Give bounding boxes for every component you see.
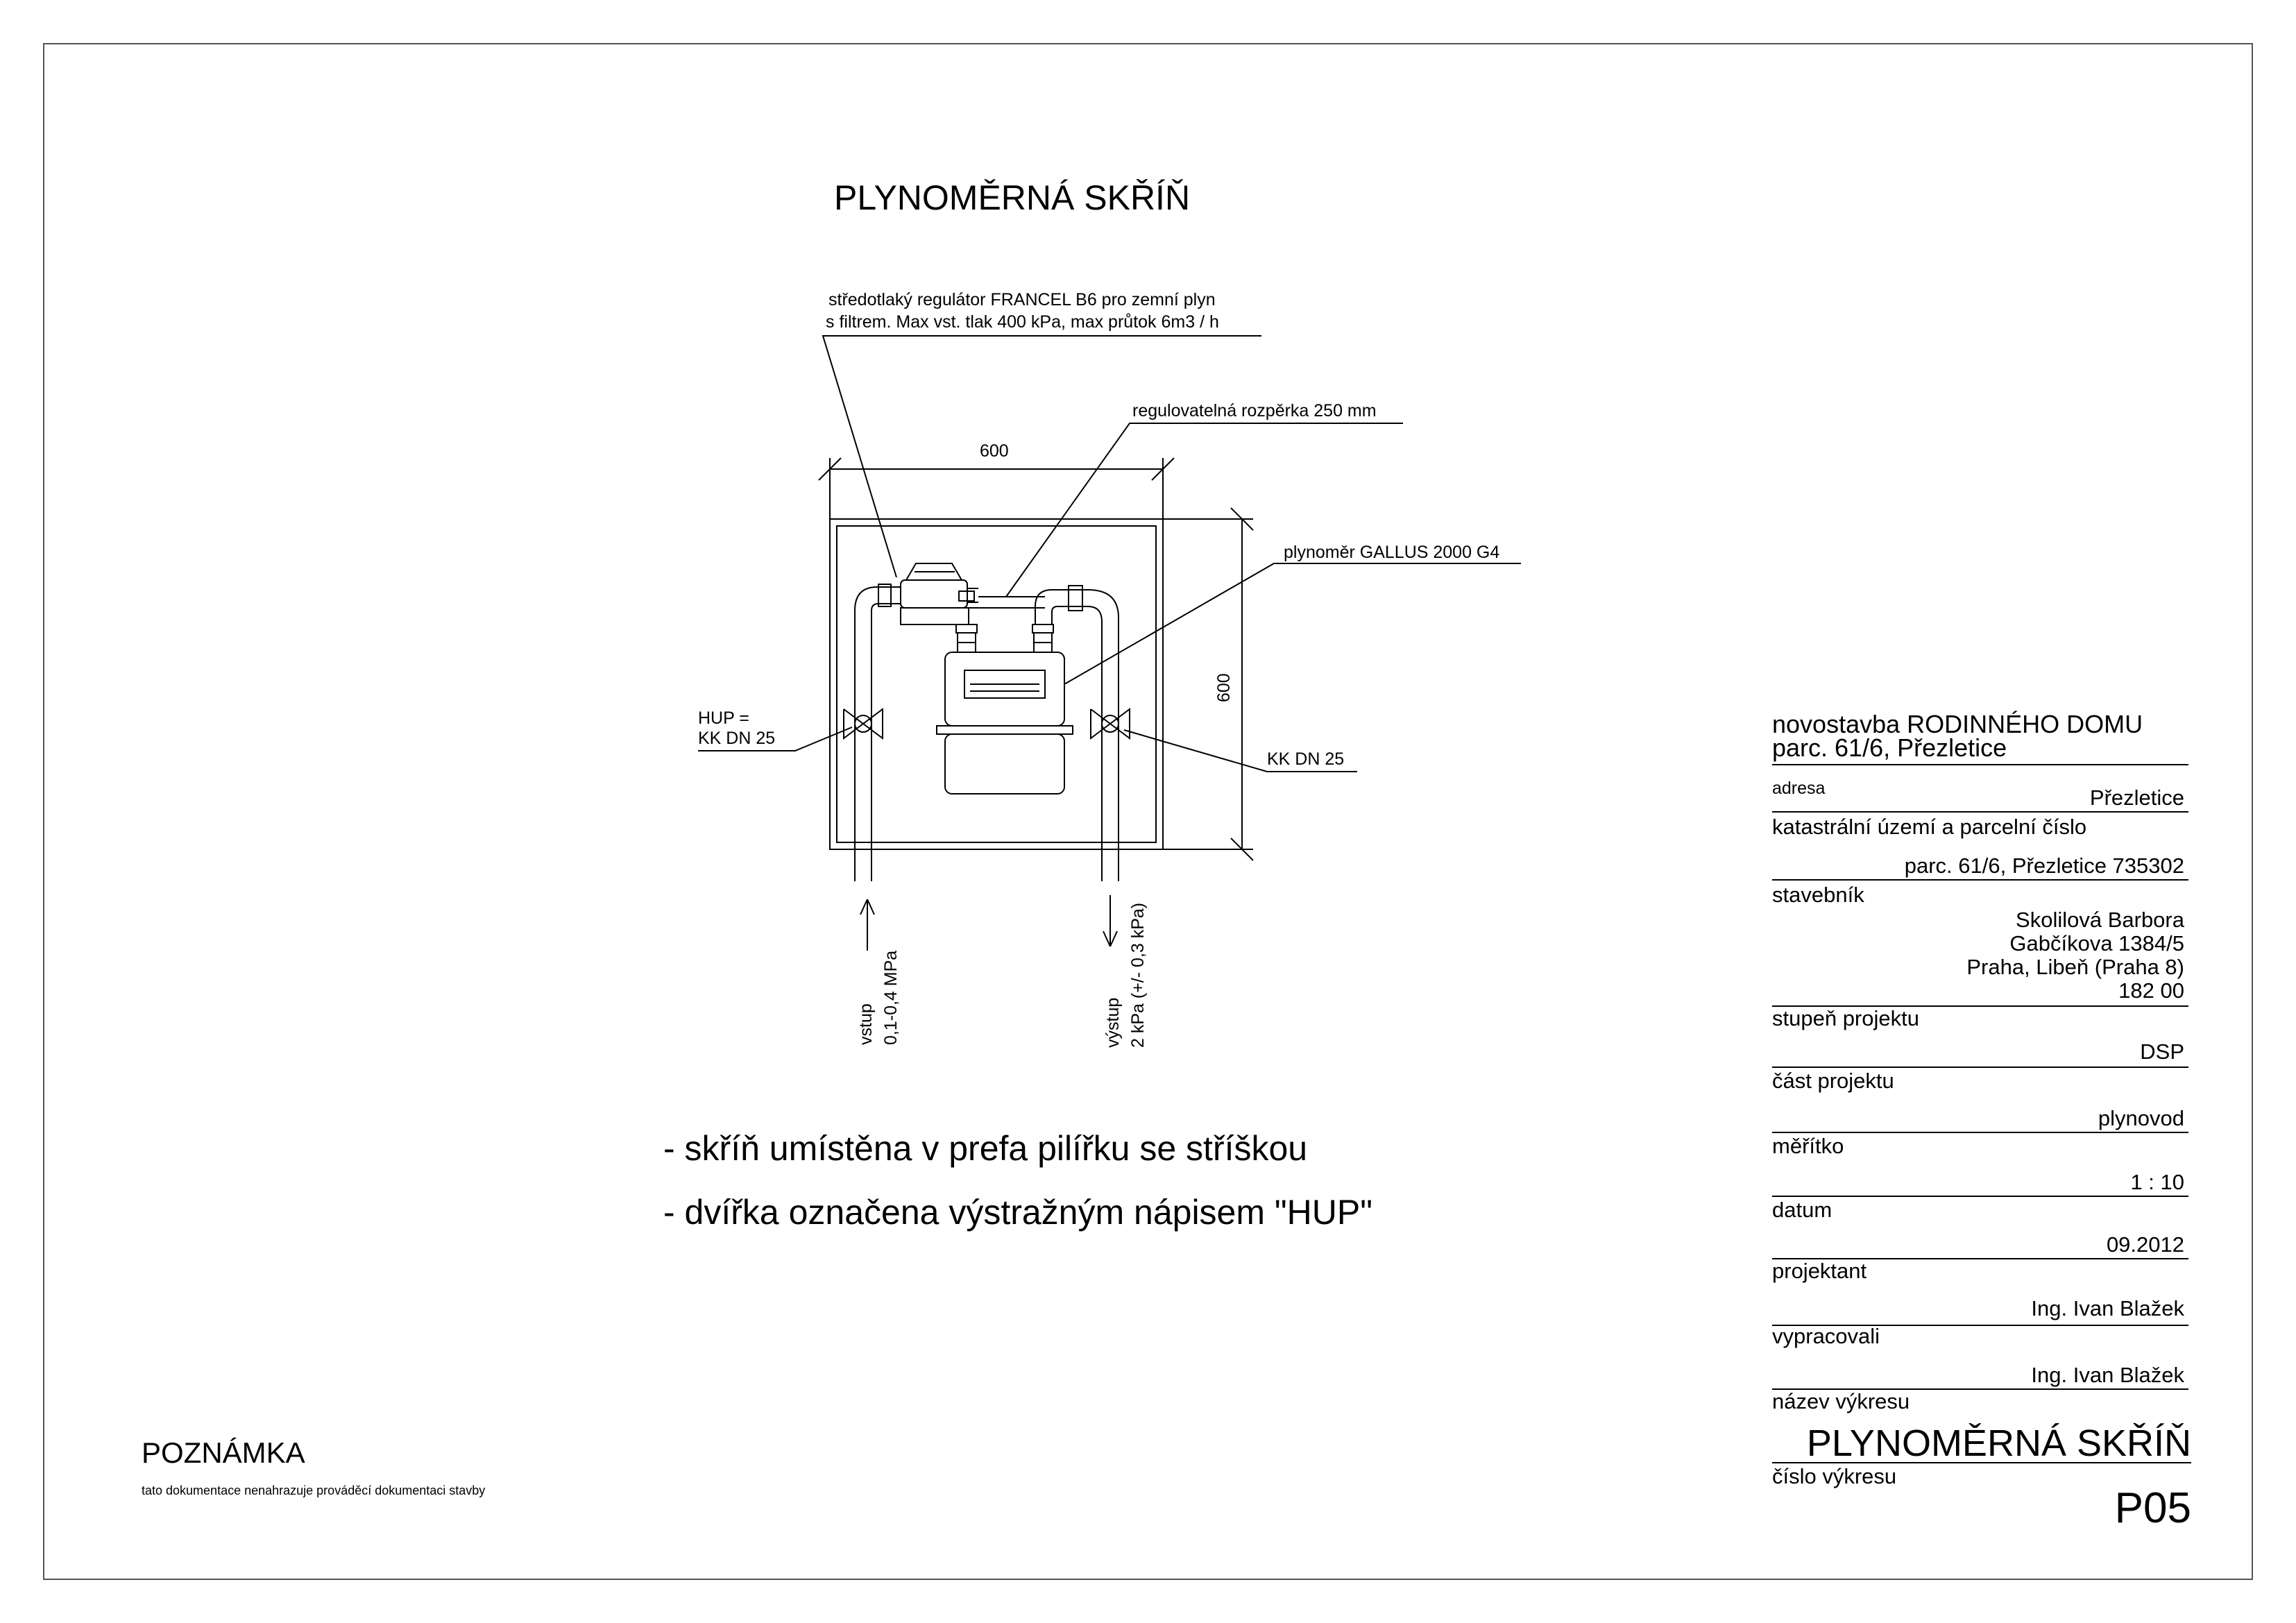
meter-inlet-connector [956, 624, 977, 652]
field-label-stupen: stupeň projektu [1772, 1006, 1919, 1030]
outlet-arrow [1103, 895, 1117, 946]
callout-labels [698, 290, 1499, 769]
field-value-meritko: 1 : 10 [2130, 1170, 2184, 1194]
dimension-height [1163, 508, 1253, 860]
spacer-callout: regulovatelná rozpěrka 250 mm [1132, 401, 1377, 420]
inlet-value: 0,1-0,4 MPa [881, 950, 901, 1045]
field-value-stavebnik-3: Praha, Libeň (Praha 8) [1966, 955, 2184, 979]
field-label-meritko: měřítko [1772, 1134, 1844, 1158]
dimension-width-value: 600 [980, 441, 1009, 461]
field-value-stavebnik-1: Skolilová Barbora [2016, 908, 2184, 932]
remark-heading: POZNÁMKA [142, 1436, 305, 1469]
gas-meter-cabinet-drawing [698, 336, 1521, 951]
regulator-callout-line2: s filtrem. Max vst. tlak 400 kPa, max průtok 6m3 / h [826, 312, 1219, 332]
field-value-stupen: DSP [2140, 1039, 2184, 1064]
field-label-stavebnik: stavebník [1772, 883, 1864, 907]
hup-callout-line2: KK DN 25 [698, 729, 776, 748]
regulator-leader [823, 336, 1261, 577]
field-label-katastr: katastrální území a parcelní číslo [1772, 815, 2087, 839]
meter-callout: plynoměr GALLUS 2000 G4 [1284, 543, 1500, 562]
field-value-nazev: PLYNOMĚRNÁ SKŘÍŇ [1806, 1422, 2191, 1464]
field-label-nazev: název výkresu [1772, 1389, 1910, 1413]
field-value-datum: 09.2012 [2106, 1232, 2184, 1257]
remark-text: tato dokumentace nenahrazuje prováděcí dokumentaci stavby [142, 1484, 486, 1497]
field-value-projektant: Ing. Ivan Blažek [2031, 1296, 2184, 1320]
meter-leader [1064, 563, 1521, 684]
project-line-2: parc. 61/6, Přezletice [1772, 733, 2007, 762]
title-block [1772, 710, 2191, 1532]
field-label-adresa: adresa [1772, 779, 1826, 798]
note-line-2: - dvířka označena výstražným nápisem "HUP" [663, 1193, 1372, 1232]
hup-ball-valve [844, 709, 883, 738]
field-value-cast: plynovod [2098, 1106, 2184, 1130]
field-label-projektant: projektant [1772, 1259, 1867, 1283]
field-value-cislo: P05 [2114, 1484, 2191, 1532]
kk-ball-valve [1091, 709, 1130, 738]
inlet-label: vstup [856, 1003, 876, 1045]
field-value-vypracovali: Ing. Ivan Blažek [2031, 1363, 2184, 1387]
dimension-height-value: 600 [1214, 673, 1234, 702]
kk-callout: KK DN 25 [1267, 749, 1345, 769]
regulator-callout-line1: středotlaký regulátor FRANCEL B6 pro zemní plyn [828, 290, 1216, 309]
note-line-1: - skříň umístěna v prefa pilířku se stříškou [663, 1129, 1308, 1168]
field-label-datum: datum [1772, 1198, 1832, 1222]
inlet-arrow [860, 899, 874, 951]
field-label-cislo: číslo výkresu [1772, 1464, 1897, 1488]
field-label-vypracovali: vypracovali [1772, 1324, 1880, 1348]
field-value-stavebnik-2: Gabčíkova 1384/5 [2009, 931, 2184, 955]
field-value-katastr: parc. 61/6, Přezletice 735302 [1904, 853, 2184, 878]
inlet-pipe [855, 584, 901, 881]
outlet-value: 2 kPa (+/- 0,3 kPa) [1128, 902, 1148, 1048]
spacer-leader [1006, 423, 1403, 597]
drawing-title: PLYNOMĚRNÁ SKŘÍŇ [834, 178, 1191, 217]
meter-outlet-connector [1032, 624, 1053, 652]
field-label-cast: část projektu [1772, 1069, 1894, 1093]
gas-meter [937, 652, 1073, 794]
project-line-1: novostavba RODINNÉHO DOMU [1772, 710, 2143, 738]
outlet-label: výstup [1103, 997, 1123, 1048]
hup-callout-line1: HUP = [698, 708, 749, 728]
field-value-stavebnik-4: 182 00 [2118, 978, 2184, 1003]
dimension-width [819, 458, 1174, 519]
field-value-adresa: Přezletice [2089, 785, 2184, 810]
